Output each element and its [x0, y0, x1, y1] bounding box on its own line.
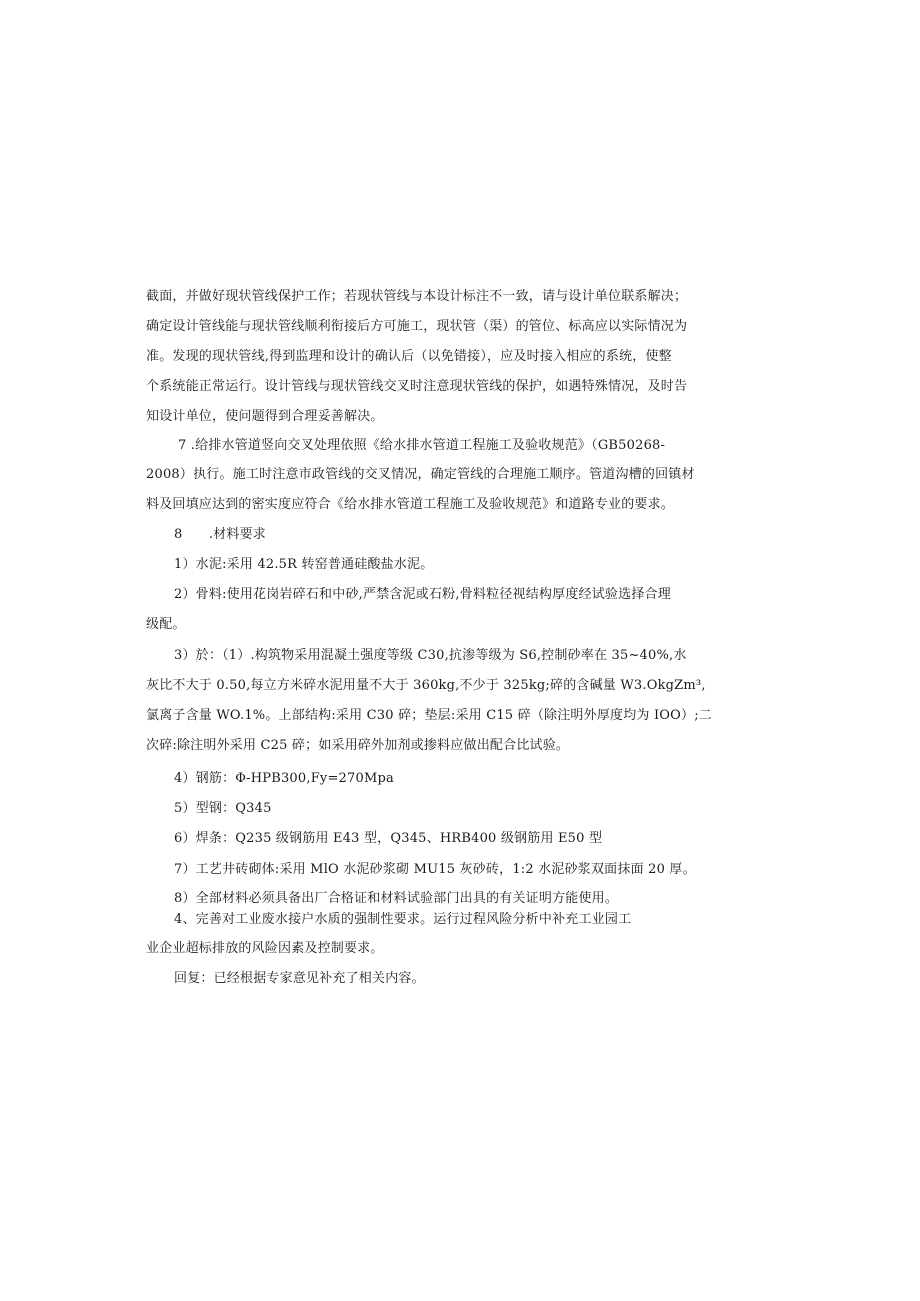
text-line: 2）骨料:使用花岗岩碎石和中砂,严禁含泥或石粉,骨料粒径视结构厚度经试验选择合理	[174, 587, 671, 602]
text-line: 7）工艺井砖砌体:采用 MlO 水泥砂浆砌 MU15 灰砂砖，1:2 水泥砂浆双面抹面 20 厚。	[174, 862, 696, 877]
text-line: 个系统能正常运行。设计管线与现状管线交叉时注意现状管线的保护，如遇特殊情况，及时告	[146, 379, 688, 394]
text-line: 8）全部材料必须具备出厂合格证和材料试验部门出具的有关证明方能使用。	[174, 891, 619, 906]
text-line: 7 .给排水管道竖向交叉处理依照《给水排水管道工程施工及验收规范》（GB50268-	[178, 438, 666, 453]
text-line: 级配。	[146, 617, 186, 632]
text-line: 确定设计管线能与现状管线顺利衔接后方可施工，现状管（渠）的管位、标高应以实际情况为	[146, 319, 688, 334]
reply-text: 回复：已经根据专家意见补充了相关内容。	[174, 971, 425, 986]
text-line: 业企业超标排放的风险因素及控制要求。	[146, 941, 384, 956]
text-line: 4）钢筋：Φ-HPB300,Fy=270Mpa	[174, 771, 394, 786]
text-line: 料及回填应达到的密实度应符合《给水排水管道工程施工及验收规范》和道路专业的要求。	[146, 497, 675, 512]
text-line: 准。发现的现状管线,得到监理和设计的确认后（以免错接），应及时接入相应的系统，使整	[146, 349, 672, 364]
text-line: 4、完善对工业废水接户水质的强制性要求。运行过程风险分析中补充工业园工	[174, 912, 632, 927]
text-line: 次碎:除注明外采用 C25 碎；如采用碎外加剂或掺料应做出配合比试验。	[146, 738, 570, 753]
text-line: 5）型钢：Q345	[174, 801, 272, 816]
text-line: 3）於：（1）.构筑物采用混凝土强度等级 C30,抗渗等级为 S6,控制砂率在 35~40%,水	[174, 648, 687, 663]
section-heading: 8 .材料要求	[174, 527, 267, 542]
text-line: 6）焊条：Q235 级钢筋用 E43 型，Q345、HRB400 级钢筋用 E50 型	[174, 831, 603, 846]
text-line: 1）水泥:采用 42.5R 转窑普通硅酸盐水泥。	[174, 557, 434, 572]
text-line: 知设计单位，使问题得到合理妥善解决。	[146, 409, 384, 424]
text-line: 截面，并做好现状管线保护工作；若现状管线与本设计标注不一致，请与设计单位联系解决；	[146, 289, 688, 304]
text-line: 氯离子含量 WO.1%。上部结构:采用 C30 碎；垫层:采用 C15 碎（除注明外厚度均为 IOO）;二	[146, 708, 712, 723]
text-line: 灰比不大于 0.50,每立方米碎水泥用量不大于 360kg,不少于 325kg;碎的含碱量 W3.OkgZm³,	[146, 678, 706, 693]
text-line: 2008）执行。施工时注意市政管线的交叉情况，确定管线的合理施工顺序。管道沟槽的回镇材	[146, 467, 695, 482]
